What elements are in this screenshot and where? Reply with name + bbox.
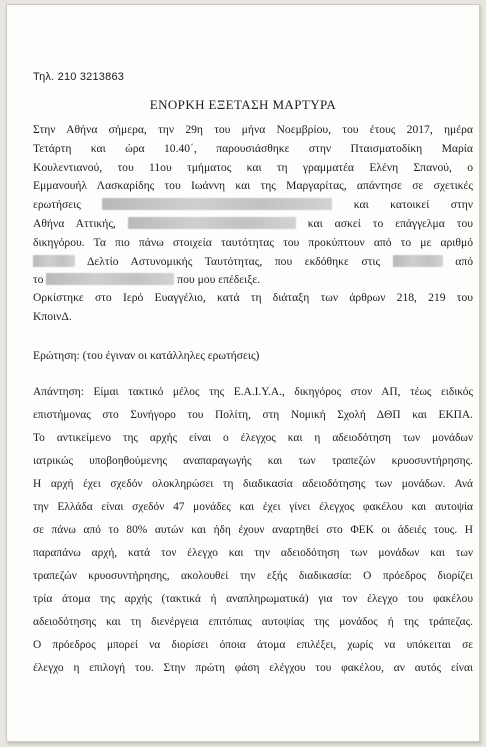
oath-line: ΚποινΔ. bbox=[33, 309, 72, 323]
intro-line: Κουλεντιανού, του 11ου τμήματος και τη γραμματέα Ελένη Σπανού, ο bbox=[33, 160, 473, 174]
question-paragraph bbox=[33, 347, 473, 366]
answer-line: τρία άτομα της αρχής (τακτικά ή αναπληρωματικά) για τον έλεγχο του φακέλου bbox=[33, 593, 473, 605]
intro-line bbox=[33, 253, 473, 272]
intro-text: από bbox=[455, 254, 474, 268]
answer-line: Ο πρόεδρος μπορεί να διορίσει όποια άτομα επιλέξει, χωρίς να υπόκειται σε bbox=[33, 639, 473, 651]
intro-paragraph bbox=[33, 121, 473, 290]
redaction-block bbox=[102, 198, 332, 210]
intro-text: Δελτίο Αστυνομικής Ταυτότητας, που εκδόθηκε στις bbox=[86, 254, 381, 268]
answer-line: έλεγχο η επιλογή του. Στην πρώτη φάση ελέγχου του φακέλου, αν αυτός είναι bbox=[33, 662, 473, 674]
answer-line: την Ελλάδα είναι σχεδόν 47 μονάδες και έχει γίνει έλεγχος φακέλου και αυτοψία bbox=[33, 501, 473, 513]
answer-paragraph bbox=[33, 381, 473, 680]
redaction-block bbox=[46, 273, 174, 285]
intro-text: ερωτήσεις bbox=[33, 198, 81, 212]
intro-text: και κατοικεί στην bbox=[353, 198, 473, 212]
answer-line: Η αρχή έχει σχεδόν ολοκληρώσει τη διαδικασία αδειοδότησης των μονάδων. Ανά bbox=[33, 478, 473, 490]
intro-text: που μου επέδειξε. bbox=[177, 273, 261, 287]
answer-line: σε πάνω από το 80% αυτών και ήδη έχουν αναρτηθεί στο ΦΕΚ οι άδειές τους. Η bbox=[33, 524, 473, 536]
answer-line: επιστήμονας στο Συνήγορο του Πολίτη, στη Νομική Σχολή ΔΘΠ και ΕΚΠΑ. bbox=[33, 409, 473, 421]
intro-line: Τετάρτη και ώρα 10.40΄, παρουσιάσθηκε στην Πταισματοδίκη Μαρία bbox=[33, 141, 473, 155]
answer-line: Το αντικείμενο της αρχής είναι ο έλεγχος και η αδειοδότηση των μονάδων bbox=[33, 432, 473, 444]
oath-paragraph bbox=[33, 289, 473, 327]
document-title: ΕΝΟΡΚΗ ΕΞΕΤΑΣΗ ΜΑΡΤΥΡΑ bbox=[149, 97, 337, 112]
intro-line: Εμμανουήλ Λασκαρίδης του Ιωάννη και της Μαργαρίτας, απάντησε σε σχετικές bbox=[33, 179, 473, 193]
answer-line: αδειοδότησης και τη διενέργεια επιτόπιας αυτοψίας της μονάδος ή της τράπεζας. bbox=[33, 616, 473, 628]
oath-line: Ορκίστηκε στο Ιερό Ευαγγέλιο, κατά τη διάταξη των άρθρων 218, 219 του bbox=[33, 291, 473, 304]
intro-line: δικηγόρου. Τα πιο πάνω στοιχεία ταυτότητας του προκύπτουν από το με αριθμό bbox=[33, 235, 473, 249]
intro-line bbox=[33, 196, 473, 215]
redaction-block bbox=[33, 255, 75, 267]
intro-text: το bbox=[33, 273, 44, 287]
phone-number: Τηλ. 210 3213863 bbox=[33, 71, 125, 83]
redaction-block bbox=[128, 217, 296, 229]
redaction-block bbox=[393, 255, 443, 267]
answer-line: Απάντηση: Είμαι τακτικό μέλος της Ε.Α.Ι.Υ.Α., δικηγόρος στον ΑΠ, τέως ειδικός bbox=[33, 386, 473, 398]
question-line: Ερώτηση: (του έγιναν οι κατάλληλες ερωτήσεις) bbox=[33, 349, 260, 362]
intro-line bbox=[33, 215, 473, 234]
intro-text: και ασκεί το επάγγελμα του bbox=[307, 216, 473, 230]
intro-line: Στην Αθήνα σήμερα, την 29η του μήνα Νοεμβρίου, του έτους 2017, ημέρα bbox=[33, 123, 473, 136]
document-page bbox=[6, 4, 480, 742]
answer-line: τραπεζών κρυοσυντήρησης, ακολουθεί την εξής διαδικασία: Ο πρόεδρος διορίζει bbox=[33, 570, 473, 582]
intro-text: Αθήνα Αττικής, bbox=[33, 216, 116, 230]
intro-line bbox=[33, 271, 473, 290]
answer-line: ιατρικώς υποβοηθούμενης αναπαραγωγής και των τραπεζών κρυοσυντήρησης. bbox=[33, 455, 473, 467]
answer-line: παραπάνω αρχή, κατά τον έλεγχο και την αδειοδότηση των μονάδων και των bbox=[33, 547, 473, 559]
